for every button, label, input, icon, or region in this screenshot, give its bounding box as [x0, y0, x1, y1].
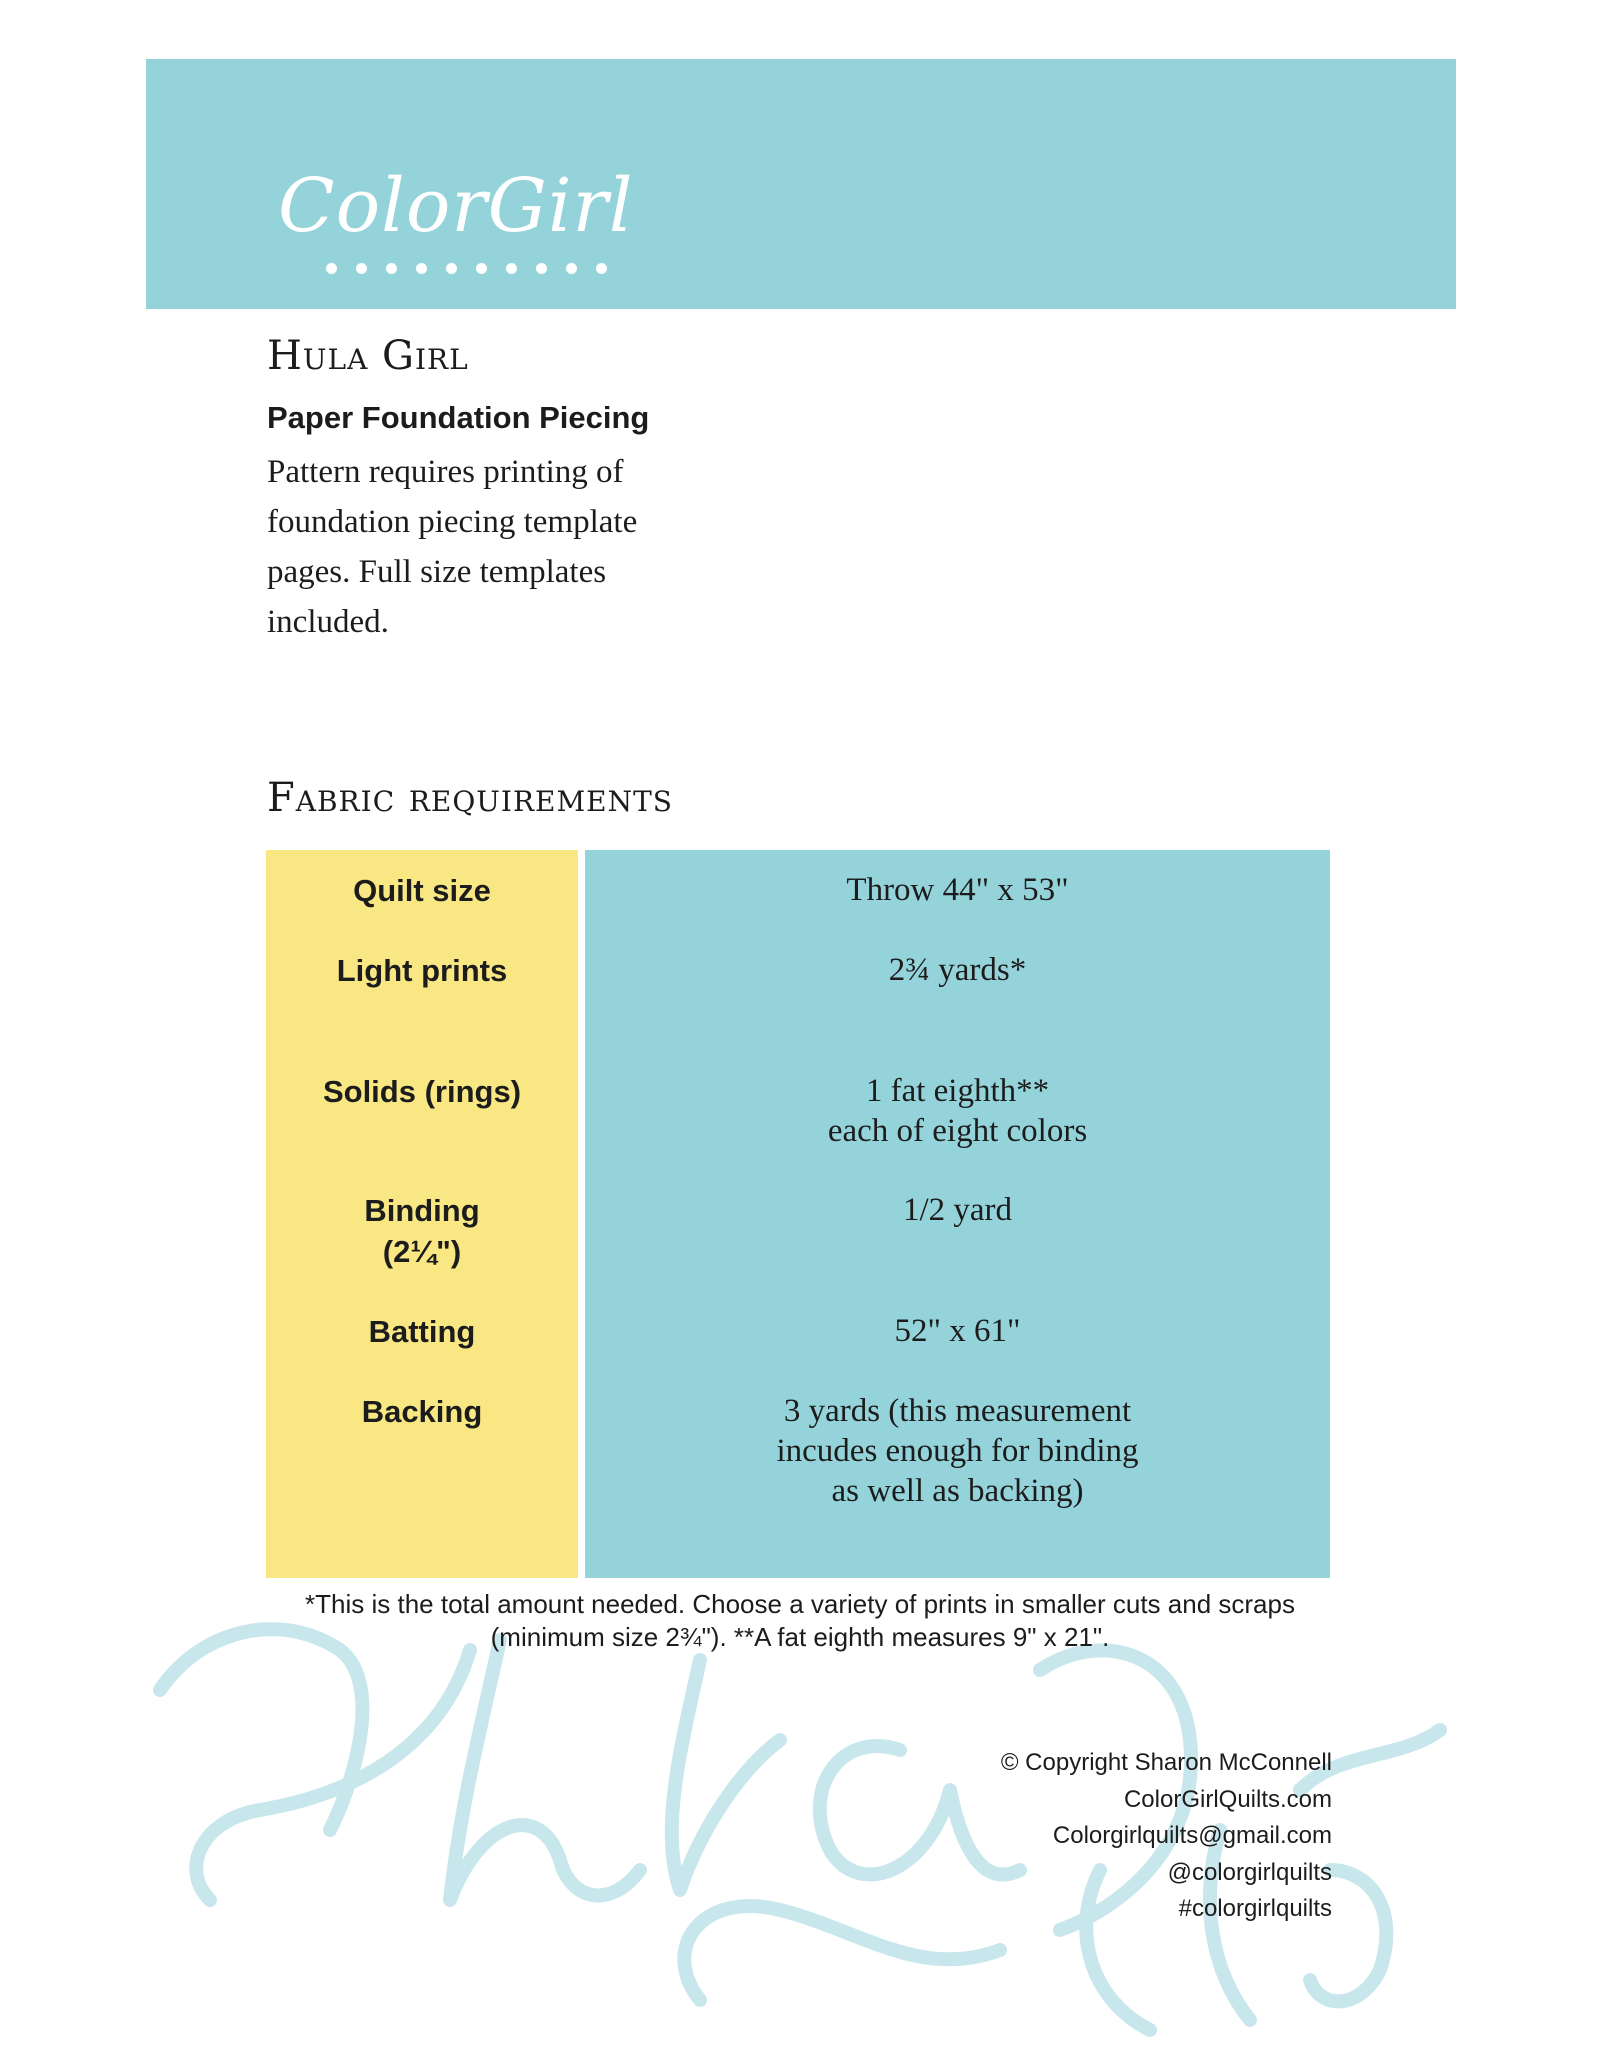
pattern-title: Hula Girl — [267, 333, 469, 379]
pattern-description: Pattern requires printing of foundation piecing template pages. Full size templates included. — [267, 454, 638, 640]
social-handle: @colorgirlquilts — [1167, 1858, 1332, 1886]
label-column — [266, 850, 578, 1578]
value-solids: 1 fat eighth** each of eight colors — [827, 1073, 1088, 1149]
value-batting: 52" x 61" — [894, 1313, 1021, 1349]
credits-block — [1001, 1745, 1332, 1928]
value-column — [585, 850, 1330, 1578]
label-light-prints: Light prints — [336, 953, 508, 988]
social-hashtag: #colorgirlquilts — [1178, 1895, 1332, 1922]
label-batting: Batting — [368, 1314, 476, 1349]
pattern-subtitle: Paper Foundation Piecing — [267, 400, 650, 435]
value-backing: 3 yards (this measurement incudes enough for binding as well as backing) — [776, 1393, 1139, 1509]
label-binding: Binding (2¼") — [364, 1193, 480, 1269]
website-text: ColorGirlQuilts.com — [1123, 1785, 1332, 1813]
value-quilt-size: Throw 44" x 53" — [846, 872, 1069, 908]
footnote: *This is the total amount needed. Choose a variety of prints in smaller cuts and scraps (minimum size 2¾"). **A fat eighth measures 9" x 21". — [305, 1589, 1295, 1652]
header-band — [146, 59, 1456, 309]
colorgirl-logo — [278, 163, 668, 274]
label-solids: Solids (rings) — [322, 1074, 522, 1109]
value-light-prints: 2¾ yards* — [888, 952, 1027, 988]
fabric-requirements-table — [266, 850, 1330, 1578]
label-backing: Backing — [361, 1394, 483, 1429]
label-quilt-size: Quilt size — [353, 873, 491, 908]
fabric-section-title: Fabric requirements — [267, 775, 673, 821]
logo-dots — [326, 261, 666, 275]
email-text: Colorgirlquilts@gmail.com — [1052, 1822, 1332, 1849]
copyright-text: © Copyright Sharon McConnell — [1000, 1749, 1332, 1776]
value-binding: 1/2 yard — [902, 1192, 1013, 1228]
logo-text: ColorGirl — [278, 163, 634, 249]
